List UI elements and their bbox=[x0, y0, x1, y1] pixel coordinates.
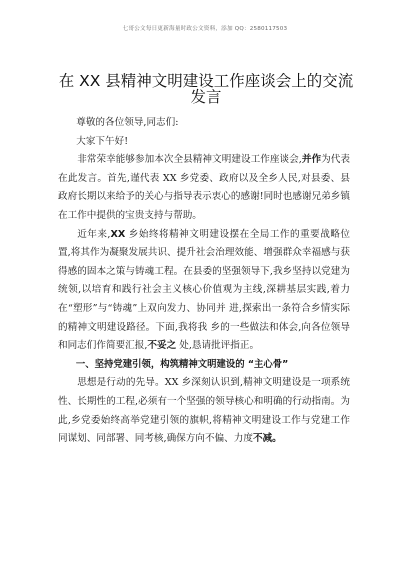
document-body bbox=[58, 114, 350, 449]
paragraph-2 bbox=[58, 226, 350, 356]
paragraph-1 bbox=[58, 151, 350, 225]
paragraph-3-bold: 不减。 bbox=[252, 433, 282, 445]
paragraph-1-text-c: 为代表在此发言。首先,谨代表 XX 乡党委、政府以及全乡人民,对县委、县政府长期以来给予的关心与指导表示衷心的感谢!同时也感谢兄弟乡镇在工作中提供的宝贵支持与帮助。 bbox=[58, 154, 351, 221]
paragraph-1-bold: 并作 bbox=[301, 154, 322, 166]
paragraph-3-text-a: 思想是行动的先导。XX 乡深刻认识到,精神文明建设是一项系统性、长期性的工程,必须有一个坚强的领导核心和明确的行动指南。为此,乡党委始终高举党建引领的旗帜,将精神文明建设工作与党建工作同谋划、同部署、同考核,确保方向不偏、力度 bbox=[58, 377, 350, 445]
paragraph-2-text-a: 近年来, bbox=[77, 228, 111, 240]
document-title: 在 XX 县精神文明建设工作座谈会上的交流发言 bbox=[58, 72, 354, 106]
paragraph-2-bold-budang: 不妥之 bbox=[147, 340, 177, 352]
header-note: 七哥公文每日更新海量时政公文资料，添加 QQ：2580117503 bbox=[122, 26, 288, 32]
paragraph-3 bbox=[58, 374, 350, 448]
paragraph-1-text-a: 非常荣幸能够参加本次全县精神文明建设工作座谈会, bbox=[77, 154, 302, 166]
paragraph-2-bold-xx: XX bbox=[110, 228, 126, 240]
greeting: 大家下午好! bbox=[76, 135, 129, 147]
section-heading-1: 一、坚持党建引领，构筑精神文明建设的 “主心骨” bbox=[75, 358, 289, 370]
paragraph-2-text-c: 乡始终将精神文明建设摆在全局工作的重要战略位置,将其作为凝聚发展共识、提升社会治理效能、增强群众幸福感与获得感的固本之策与铸魂工程。在县委的坚强领导下,我乡坚持以党建为统领,以培育和践行社会主义核心价值观为主线,深耕基层实践,着力在“塑形”与“铸魂”上双向发力、协同并 进,探索出一条符合乡情实际的精神文明建设路径。下面,我将我 乡的一些做法和体会,向各位领导和同志们作简要汇报, bbox=[58, 228, 350, 352]
paragraph-2-text-e: 处,恳请批评指正。 bbox=[176, 340, 260, 352]
salutation: 尊敬的各位领导,同志们: bbox=[76, 117, 179, 128]
